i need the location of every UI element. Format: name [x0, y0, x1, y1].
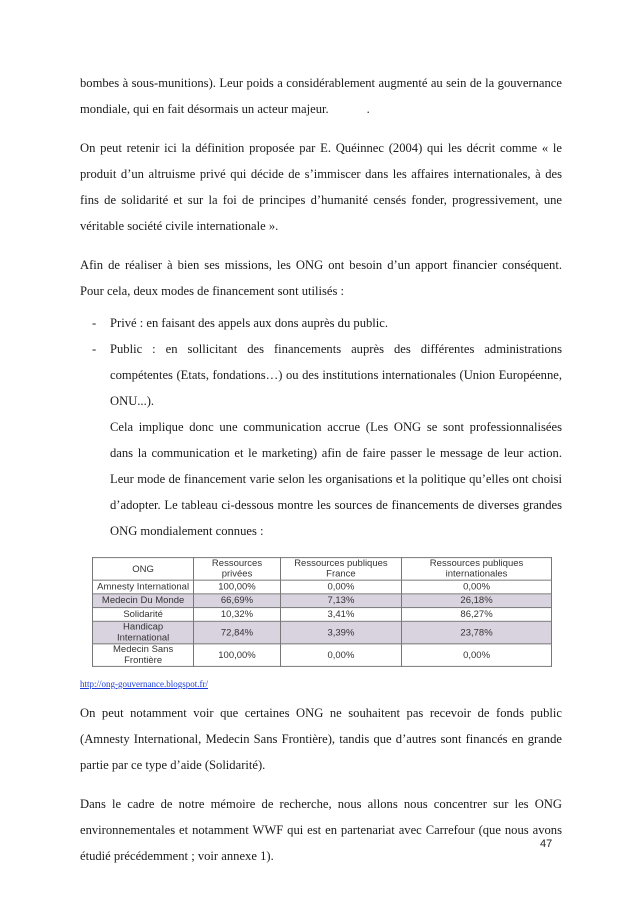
document-page	[80, 70, 562, 869]
table-cell: 0,00%	[402, 580, 552, 594]
table-cell: 86,27%	[402, 608, 552, 622]
table-cell: 100,00%	[194, 644, 281, 667]
table-row	[93, 594, 552, 608]
table-cell: 26,18%	[402, 594, 552, 608]
table-header: ONG	[93, 558, 194, 581]
page-number: 47	[540, 838, 553, 850]
list-dash: -	[92, 342, 97, 356]
table-cell: 0,00%	[402, 644, 552, 667]
table-cell: 7,13%	[280, 594, 401, 608]
financing-list	[80, 310, 562, 414]
table-cell: 0,00%	[280, 644, 401, 667]
table-cell: 72,84%	[194, 621, 281, 644]
table-header: Ressources publiques France	[280, 558, 401, 581]
table-cell: 23,78%	[402, 621, 552, 644]
table-cell: Amnesty International	[93, 580, 194, 594]
list-item	[80, 336, 562, 414]
table-row	[93, 621, 552, 644]
paragraph-intro	[80, 70, 562, 122]
paragraph-financing: Afin de réaliser à bien ses missions, les ONG ont besoin d’un apport financier conséquent. Pour cela, deux modes de financement sont utilisés :	[80, 258, 562, 298]
source-link[interactable]: http://ong-gouvernance.blogspot.fr/	[80, 679, 208, 689]
list-item-text: Public : en sollicitant des financements auprès des différentes administrations compétentes (Etats, fondations…) ou des institutions internationales (Union Européenne, ONU...).	[110, 342, 562, 408]
paragraph-analysis: On peut notamment voir que certaines ONG ne souhaitent pas recevoir de fonds public (Amnesty International, Medecin Sans Frontière), tandis que d’autres sont financés en grande partie par ce type d’aide (Solidarité).	[80, 706, 562, 772]
table-cell: 3,41%	[280, 608, 401, 622]
table-cell: 0,00%	[280, 580, 401, 594]
table-cell: 100,00%	[194, 580, 281, 594]
table-cell: Solidarité	[93, 608, 194, 622]
paragraph-communication: Cela implique donc une communication accrue (Les ONG se sont professionnalisées dans la communication et le marketing) afin de faire passer le message de leur action. Leur mode de financement varie selon les organisations et la politique qu’elles ont choisi d’adopter. Le tableau ci-dessous montre les sources de financements de diverses grandes ONG mondialement connues :	[110, 420, 562, 538]
list-dash: -	[92, 316, 97, 330]
table-cell: 3,39%	[280, 621, 401, 644]
table-cell: 66,69%	[194, 594, 281, 608]
table-row	[93, 608, 552, 622]
paragraph-intro-text: bombes à sous-munitions). Leur poids a considérablement augmenté au sein de la gouvernance mondiale, qui en fait désormais un acteur majeur.	[80, 76, 562, 116]
table-row	[93, 580, 552, 594]
indented-block	[80, 414, 562, 544]
ong-funding-table	[92, 557, 552, 667]
list-item-text: Privé : en faisant des appels aux dons auprès du public.	[110, 316, 389, 330]
paragraph-intro-tail: .	[366, 102, 370, 116]
table-header-row	[93, 558, 552, 581]
list-item	[80, 310, 562, 336]
paragraph-conclusion: Dans le cadre de notre mémoire de recherche, nous allons nous concentrer sur les ONG environnementales et notamment WWF qui est en partenariat avec Carrefour (que nous avons étudié précédemment ; voir annexe 1).	[80, 797, 562, 863]
table-header: Ressources publiques internationales	[402, 558, 552, 581]
table-cell: 10,32%	[194, 608, 281, 622]
table-row	[93, 644, 552, 667]
table-cell: Handicap International	[93, 621, 194, 644]
paragraph-definition: On peut retenir ici la définition proposée par E. Quéinnec (2004) qui les décrit comme « le produit d’un altruisme privé qui décide de s’immiscer dans les affaires internationales, à des fins de solidarité et sur la foi de principes d’humanité censés fonder, progressivement, une véritable société civile internationale ».	[80, 141, 562, 233]
table-header: Ressources privées	[194, 558, 281, 581]
table-cell: Medecin Sans Frontière	[93, 644, 194, 667]
table-cell: Medecin Du Monde	[93, 594, 194, 608]
